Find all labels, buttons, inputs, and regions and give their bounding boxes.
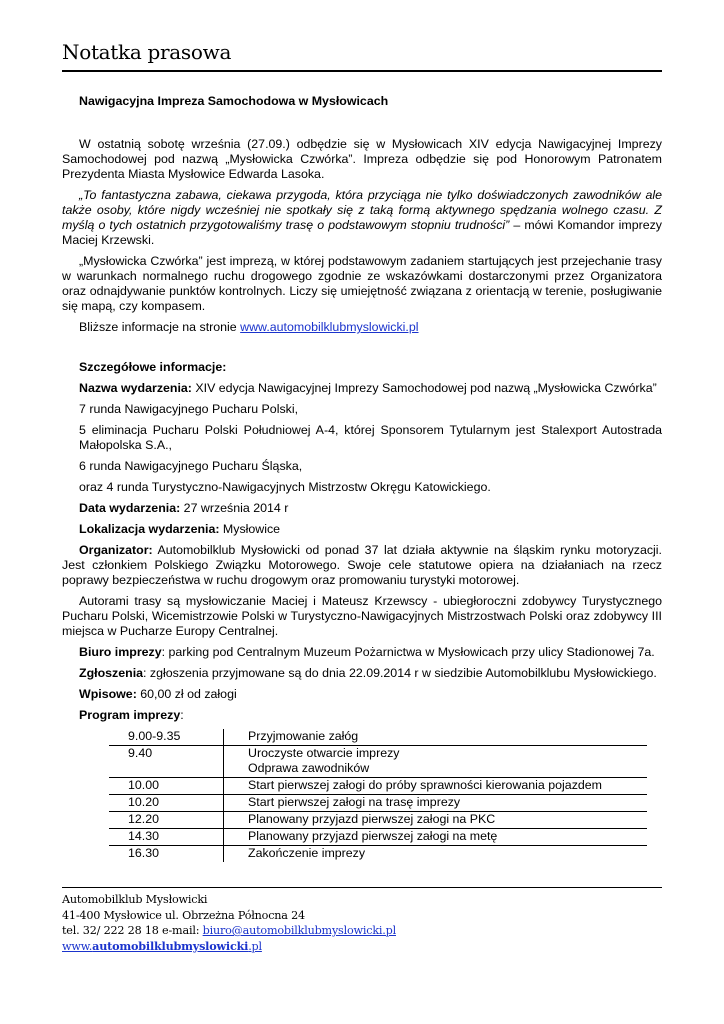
event-location-line [62, 522, 662, 537]
document-body [62, 94, 662, 862]
program-event: Start pierwszej załogi do próby sprawności kierowania pojazdem [224, 778, 648, 795]
program-row [109, 812, 647, 829]
page-footer [62, 892, 396, 954]
footer-web-suffix: .pl [248, 939, 262, 953]
authors-paragraph: Autorami trasy są mysłowiczanie Maciej i Mateusz Krzewscy - ubiegłoroczni zdobywcy Turystycznego Pucharu Polski, Wicemistrzowie Polski w Turystyczno-Nawigacyjnych Mistrzostwach Polski oraz zdobywcy III miejsca w Pucharze Europy Centralnej. [62, 594, 662, 638]
office-value: : parking pod Centralnym Muzeum Pożarnictwa w Mysłowicach przy ulicy Stadionowej 7a. [161, 645, 655, 659]
program-time: 9.00-9.35 [109, 729, 224, 746]
program-label: Program imprezy [79, 708, 181, 722]
program-time: 12.20 [109, 812, 224, 829]
fee-value: 60,00 zł od załogi [136, 687, 237, 701]
program-row [109, 746, 647, 778]
registration-line [62, 666, 662, 681]
footer-web-main: automobilklubmyslowicki [92, 938, 249, 953]
program-time: 16.30 [109, 846, 224, 863]
footer-org-name: Automobilklub Mysłowicki [62, 893, 208, 906]
program-time: 9.40 [109, 746, 224, 778]
program-time: 14.30 [109, 829, 224, 846]
program-colon: : [180, 708, 184, 722]
program-heading [62, 708, 662, 723]
program-event: Start pierwszej załogi na trasę imprezy [224, 795, 648, 812]
series-item: 6 runda Nawigacyjnego Pucharu Śląska, [79, 459, 303, 473]
event-description-paragraph: „Mysłowicka Czwórka” jest imprezą, w której podstawowym zadaniem startujących jest przejechanie trasy w warunkach normalnego ruchu drogowego zgodnie ze wskazówkami dostarczonymi przez Organizatora oraz odnajdywanie punktów kontrolnych. Liczy się umiejętność związana z orientacją w terenie, posługiwanie się mapą, czy kompasem. [62, 254, 662, 313]
footer-web-prefix: www. [62, 939, 93, 953]
footer-website [62, 939, 396, 955]
more-info-text: Bliższe informacje na stronie [79, 320, 241, 334]
event-location-value: Mysłowice [219, 522, 281, 536]
program-row [109, 795, 647, 812]
event-location-label: Lokalizacja wydarzenia: [79, 522, 220, 536]
quote-text: „To fantastyczna zabawa, ciekawa przygoda, która przyciąga nie tylko doświadczonych zawodników ale także osoby, które nigdy wcześniej nie spotkały się z taką formą aktywnego spędzania wolnego czasu. Z myślą o tych ostatnich przygotowaliśmy trasę o podstawowym stopniu trudności” [62, 188, 662, 232]
program-event: Planowany przyjazd pierwszej załogi na metę [224, 829, 648, 846]
page-header-title: Notatka prasowa [62, 40, 232, 64]
footer-phone: tel. 32/ 222 28 18 e-mail: [62, 924, 203, 937]
series-item: oraz 4 runda Turystyczno-Nawigacyjnych Mistrzostw Okręgu Katowickiego. [79, 480, 491, 494]
program-row [109, 829, 647, 846]
event-date-line [62, 501, 662, 516]
program-row [109, 778, 647, 795]
more-info-line [62, 320, 662, 335]
event-name-label: Nazwa wydarzenia: [79, 381, 192, 395]
footer-email-link[interactable]: biuro@automobilklubmyslowicki.pl [202, 924, 396, 937]
article-heading: Nawigacyjna Impreza Samochodowa w Mysłowicach [79, 94, 389, 108]
registration-label: Zgłoszenia [79, 666, 144, 680]
office-paragraph [62, 645, 662, 660]
organizer-value: Automobilklub Mysłowicki od ponad 37 lat działa aktywnie na śląskim rynku motoryzacji. Jest członkiem Polskiego Związku Motorowego. Swoje cele statutowe opiera na działaniach na rzecz poprawy bezpieczeństwa w ruchu drogowym oraz promowaniu turystyki motorowej. [62, 543, 662, 587]
program-event-line: Odprawa zawodników [248, 761, 370, 775]
website-link[interactable]: www.automobilklubmyslowicki.pl [240, 320, 419, 334]
event-name-line [62, 381, 662, 396]
program-row [109, 729, 647, 746]
organizer-label: Organizator: [79, 543, 153, 557]
program-event: Planowany przyjazd pierwszej załogi na PKC [224, 812, 648, 829]
intro-paragraph: W ostatnią sobotę września (27.09.) odbędzie się w Mysłowicach XIV edycja Nawigacyjnej Imprezy Samochodowej pod nazwą „Mysłowicka Czwórka”. Impreza odbędzie się pod Honorowym Patronatem Prezydenta Miasta Mysłowice Edwarda Lasoka. [62, 137, 662, 181]
event-date-label: Data wydarzenia: [79, 501, 181, 515]
footer-contact [62, 923, 396, 939]
program-event-line: Uroczyste otwarcie imprezy [248, 746, 400, 760]
program-event [224, 746, 648, 778]
series-item: 5 eliminacja Pucharu Polski Południowej A-4, której Sponsorem Tytularnym jest Stalexport Autostrada Małopolska S.A., [79, 423, 662, 452]
program-time: 10.00 [109, 778, 224, 795]
registration-value: : zgłoszenia przyjmowane są do dnia 22.09.2014 r w siedzibie Automobilklubu Mysłowickiego. [143, 666, 657, 680]
program-event: Przyjmowanie załóg [224, 729, 648, 746]
footer-website-link[interactable] [62, 940, 262, 953]
program-event: Zakończenie imprezy [248, 846, 366, 860]
quote-attribution: – mówi Komandor imprezy Maciej Krzewski. [62, 218, 662, 247]
series-item: 7 runda Nawigacyjnego Pucharu Polski, [79, 402, 299, 416]
details-heading: Szczegółowe informacje: [79, 360, 227, 374]
event-date-value: 27 września 2014 r [180, 501, 289, 515]
footer-address: 41-400 Mysłowice ul. Obrzeżna Północna 24 [62, 908, 305, 922]
fee-line [62, 687, 662, 702]
office-label: Biuro imprezy [79, 645, 162, 659]
program-time: 10.20 [109, 795, 224, 812]
header-divider [62, 70, 662, 72]
fee-label: Wpisowe: [79, 687, 137, 701]
program-row [109, 846, 647, 863]
footer-divider [62, 887, 662, 888]
organizer-paragraph [62, 543, 662, 588]
event-name-value: XIV edycja Nawigacyjnej Imprezy Samochodowej pod nazwą „Mysłowicka Czwórka” [191, 381, 657, 395]
program-table [109, 729, 647, 862]
quote-paragraph [62, 188, 662, 248]
